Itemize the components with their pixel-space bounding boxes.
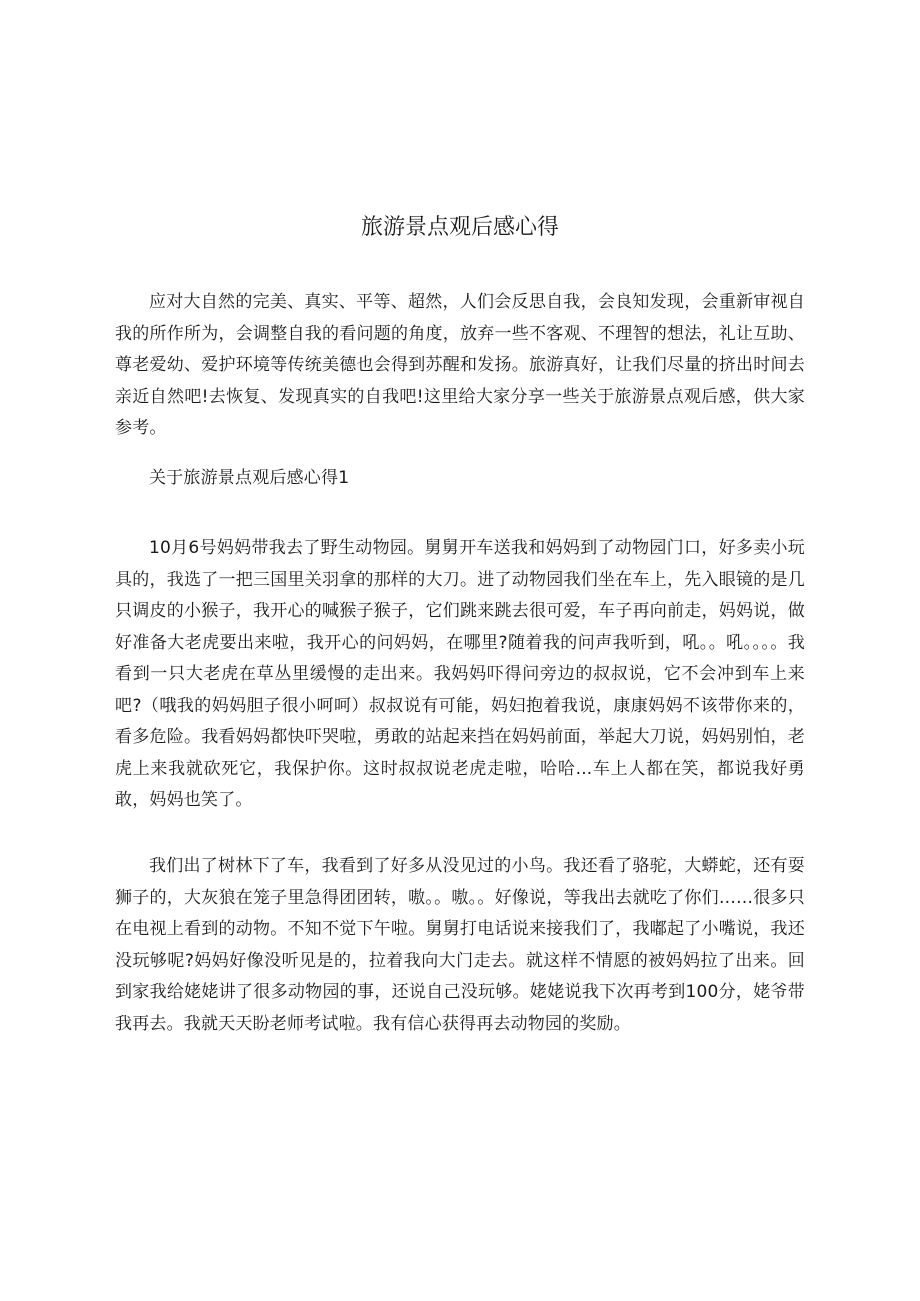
document-title: 旅游景点观后感心得 <box>360 215 559 240</box>
body-paragraph-1: 10月6号妈妈带我去了野生动物园。舅舅开车送我和妈妈到了动物园门口，好多卖小玩具的，我选了一把三国里关羽拿的那样的大刀。进了动物园我们坐在车上，先入眼镜的是几只调皮的小猴子，我开心的喊猴子猴子，它们跳来跳去很可爱，车子再向前走，妈妈说，做好准备大老虎要出来啦，我开心的问妈妈，在哪里?随着我的问声我听到，吼。。吼。。。。我看到一只大老虎在草丛里缓慢的走出来。我妈妈吓得问旁边的叔叔说，它不会冲到车上来吧?（哦我的妈妈胆子很小呵呵）叔叔说有可能，妈妇抱着我说，康康妈妈不该带你来的，看多危险。我看妈妈都快吓哭啦，勇敢的站起来挡在妈妈前面，举起大刀说，妈妈别怕，老虎上来我就砍死它，我保护你。这时叔叔说老虎走啦，哈哈...车上人都在笑，都说我好勇敢，妈妈也笑了。 <box>115 538 805 810</box>
section-heading: 关于旅游景点观后感心得1 <box>149 468 350 488</box>
intro-paragraph: 应对大自然的完美、真实、平等、超然，人们会反思自我，会良知发现，会重新审视自我的所作所为，会调整自我的看问题的角度，放弃一些不客观、不理智的想法，礼让互助、尊老爱幼、爱护环境等传统美德也会得到苏醒和发扬。旅游真好，让我们尽量的挤出时间去亲近自然吧!去恢复、发现真实的自我吧!这里给大家分享一些关于旅游景点观后感，供大家参考。 <box>115 292 805 438</box>
body-paragraph-2: 我们出了树林下了车，我看到了好多从没见过的小鸟。我还看了骆驼，大蟒蛇，还有耍狮子的，大灰狼在笼子里急得团团转，嗷。。嗷。。好像说，等我出去就吃了你们……很多只在电视上看到的动物。不知不觉下午啦。舅舅打电话说来接我们了，我嘟起了小嘴说，我还没玩够呢?妈妈好像没听见是的，拉着我向大门走去。就这样不情愿的被妈妈拉了出来。回到家我给姥姥讲了很多动物园的事，还说自己没玩够。姥姥说我下次再考到100分，姥爷带我再去。我就天天盼老师考试啦。我有信心获得再去动物园的奖励。 <box>115 856 805 1034</box>
